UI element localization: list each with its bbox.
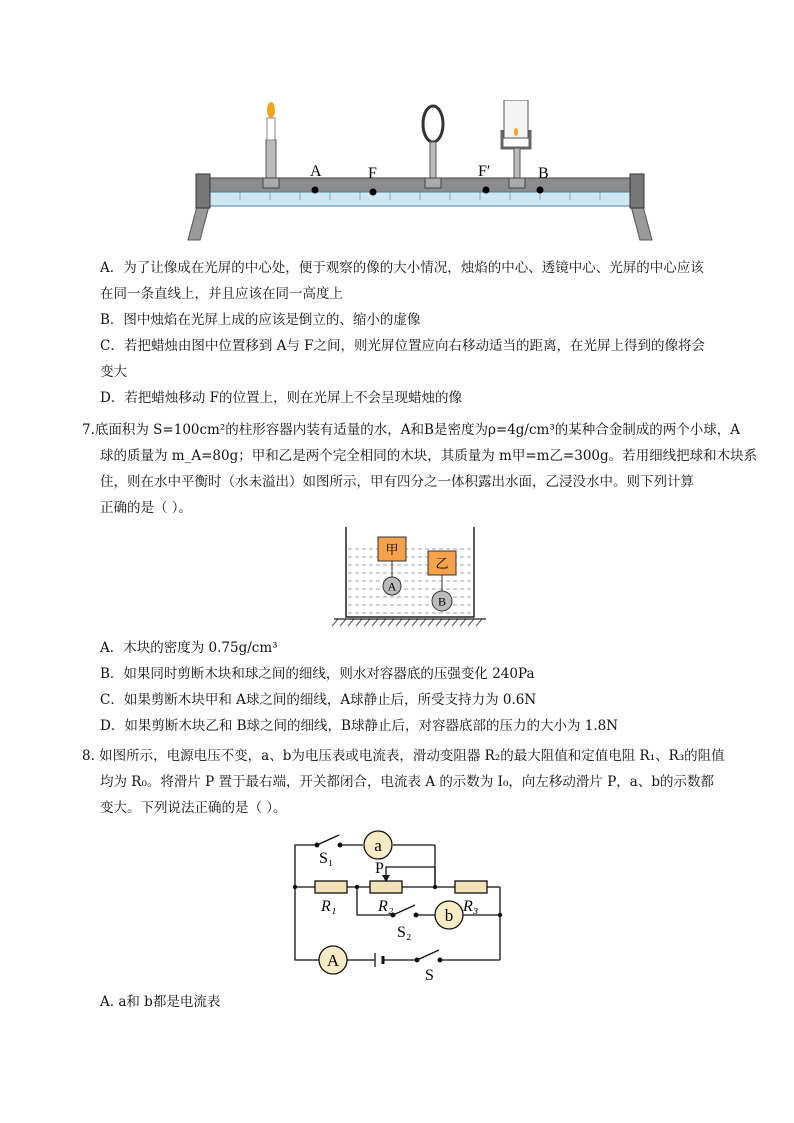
q7-option-a: A．木块的密度为 0.75g/cm³ xyxy=(100,640,278,656)
q6-option-a-line1: A．为了让像成在光屏的中心处，便于观察的像的大小情况，烛焰的中心、透镜中心、光屏的中心应该 xyxy=(100,260,704,276)
q7-stem-line2: 球的质量为 m_A=80g；甲和乙是两个完全相同的木块，其质量为 m甲=m乙=300g。若用细线把球和木块系 xyxy=(100,448,758,464)
point-b-label: B xyxy=(538,165,549,182)
point-f-prime-label: F′ xyxy=(478,163,491,180)
q6-option-b: B．图中烛焰在光屏上成的应该是倒立的、缩小的虚像 xyxy=(100,312,421,328)
q7-stem-line4: 正确的是（ ）。 xyxy=(100,500,193,516)
ammeter-label: A xyxy=(326,951,340,970)
q8-stem-line1: 8. 如图所示，电源电压不变，a、b为电压表或电流表，滑动变阻器 R₂的最大阻值和定值电阻 R₁、R₃的阻值 xyxy=(82,748,725,764)
switch-s2-label: S₂ xyxy=(397,924,412,941)
q8-option-a: A. a和 b都是电流表 xyxy=(100,994,221,1010)
ball-a-label: A xyxy=(387,579,397,594)
q6-option-d: D．若把蜡烛移动 F的位置上，则在光屏上不会呈现蜡烛的像 xyxy=(100,390,462,406)
point-a-label: A xyxy=(310,163,322,180)
q7-stem-line1: 7.底面积为 S=100cm²的柱形容器内装有适量的水，A和B是密度为ρ=4g/cm³的某种合金制成的两个小球，A xyxy=(82,422,740,438)
resistor-r2-label: R₂ xyxy=(378,898,394,915)
q6-option-a-line2: 在同一条直线上，并且应该在同一高度上 xyxy=(100,286,343,302)
circuit-diagram-figure xyxy=(285,825,510,985)
q7-option-c: C．如果剪断木块甲和 A球之间的细线，A球静止后，所受支持力为 0.6N xyxy=(100,692,537,708)
q7-option-d: D．如果剪断木块乙和 B球之间的细线，B球静止后，对容器底部的压力的大小为 1.8N xyxy=(100,718,619,734)
water-container-figure xyxy=(330,525,490,630)
meter-b-label: b xyxy=(444,906,454,925)
q7-stem-line3: 住，则在水中平衡时（水未溢出）如图所示，甲有四分之一体积露出水面，乙浸没水中。则下列计算 xyxy=(100,474,694,490)
q8-stem-line2: 均为 R₀。将滑片 P 置于最右端，开关都闭合，电流表 A 的示数为 I₀，向左移动滑片 P，a、b的示数都 xyxy=(100,774,714,790)
block-yi-label: 乙 xyxy=(435,556,449,571)
q8-stem-line3: 变大。下列说法正确的是（ ）。 xyxy=(100,800,287,816)
ball-b-label: B xyxy=(437,594,447,609)
switch-s-label: S xyxy=(425,967,434,984)
q6-option-c-line2: 变大 xyxy=(100,364,127,380)
slider-p-label: P xyxy=(375,860,384,877)
resistor-r3-label: R₃ xyxy=(463,898,479,915)
block-jia-label: 甲 xyxy=(385,542,399,557)
meter-a-label: a xyxy=(374,836,382,855)
resistor-r1-label: R₁ xyxy=(321,898,337,915)
switch-s1-label: S₁ xyxy=(319,850,334,867)
optical-bench-figure xyxy=(180,100,660,245)
q7-option-b: B．如果同时剪断木块和球之间的细线，则水对容器底的压强变化 240Pa xyxy=(100,666,535,682)
point-f-label: F xyxy=(368,165,377,182)
q6-option-c-line1: C．若把蜡烛由图中位置移到 A与 F之间，则光屏位置应向右移动适当的距离，在光屏上得到的像将会 xyxy=(100,338,706,354)
